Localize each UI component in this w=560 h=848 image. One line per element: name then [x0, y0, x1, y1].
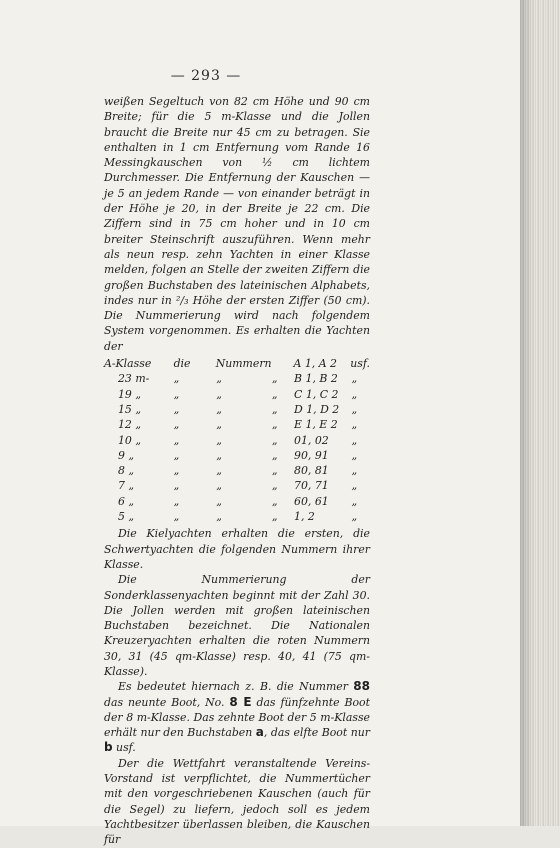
table-cell: „ [271, 464, 278, 478]
table-cell: 5 „ [118, 510, 135, 524]
table-cell: B 1, B 2 [294, 372, 338, 386]
table-cell: „ [271, 387, 278, 401]
table-cell: 7 „ [118, 479, 135, 493]
table-cell: „ [173, 418, 180, 432]
table-cell: „ [351, 448, 358, 462]
edge-shadow [520, 0, 534, 826]
table-row [104, 417, 370, 432]
table-row [104, 448, 370, 463]
table-cell: „ [271, 433, 278, 447]
table-cell: die [173, 357, 191, 371]
table-cell: „ [173, 402, 180, 416]
table-cell: C 1, C 2 [294, 387, 339, 401]
table-cell: „ [173, 464, 180, 478]
table-cell: „ [216, 479, 222, 493]
text-run: das fünfzehnte Boot der 8 m-Klasse. Das zehnte Boot der 5 m-Klasse erhält nur den Buchstaben [104, 695, 370, 740]
bold-number: 8 E [229, 694, 252, 709]
table-row [104, 387, 370, 402]
table-cell: „ [173, 510, 180, 524]
text-run: Es bedeutet hiernach z. B. die Nummer [118, 680, 354, 694]
text-run: , das elfte Boot nur [263, 726, 370, 740]
table-cell: 1, 2 [294, 510, 315, 524]
table-cell: 23 m- [118, 372, 150, 386]
bold-letter: b [104, 740, 113, 755]
table-cell: „ [351, 433, 358, 447]
table-cell: 9 „ [118, 448, 135, 462]
table-row [104, 478, 370, 493]
table-cell: „ [271, 402, 278, 416]
table-cell: „ [271, 479, 278, 493]
table-row [104, 494, 370, 509]
table-cell: „ [216, 402, 222, 416]
paragraph-special-classes: Die Nummerierung der Sonderklassenyachten beginnt mit der Zahl 30. Die Jollen werden mit großen lateinischen Buchstaben bezeichnet. Die Nationalen Kreuzeryachten erhalten die roten Nummern 30, 31 (45 qm-Klasse) resp. 40, 41 (75 qm-Klasse). [104, 573, 370, 678]
table-cell: „ [216, 510, 222, 524]
table-cell: 70, 71 [294, 479, 329, 493]
table-header-row [104, 356, 370, 371]
table-cell: 90, 91 [294, 448, 329, 462]
table-cell: 15 „ [118, 402, 141, 416]
paragraph-example [104, 679, 370, 755]
page-number: — 293 — [170, 68, 242, 84]
table-row [104, 402, 370, 417]
table-cell: 6 „ [118, 494, 135, 508]
table-cell: „ [351, 372, 358, 386]
table-cell: 60, 61 [294, 494, 329, 508]
table-cell: „ [271, 372, 278, 386]
table-cell: „ [271, 510, 278, 524]
bold-number: 88 [353, 679, 370, 694]
table-cell: „ [351, 494, 358, 508]
paragraph-keel-yachts: Die Kielyachten erhalten die ersten, die Schwertyachten die folgenden Nummern ihrer Klasse. [104, 527, 370, 571]
table-cell: „ [216, 464, 222, 478]
table-cell: „ [351, 510, 358, 524]
table-cell [272, 356, 294, 371]
table-cell: „ [351, 402, 358, 416]
text-run: das neunte Boot, No. [104, 695, 230, 709]
table-cell: „ [351, 464, 358, 478]
table-row [104, 509, 370, 524]
table-cell: „ [216, 372, 222, 386]
table-cell: 12 „ [118, 418, 141, 432]
table-row [104, 371, 370, 386]
table-cell: „ [216, 448, 222, 462]
table-cell: „ [173, 433, 180, 447]
table-cell: 80, 81 [294, 464, 329, 478]
table-cell: „ [351, 479, 358, 493]
table-cell: „ [271, 448, 278, 462]
table-cell: 19 „ [118, 387, 141, 401]
table-row [104, 433, 370, 448]
table-row [104, 463, 370, 478]
table-cell: „ [216, 433, 222, 447]
table-cell: „ [271, 494, 278, 508]
table-cell: 10 „ [118, 433, 141, 447]
table-cell: „ [173, 387, 180, 401]
table-cell: 8 „ [118, 464, 135, 478]
numbering-table [104, 356, 370, 524]
table-cell: „ [173, 479, 180, 493]
table-cell: „ [351, 418, 358, 432]
table-cell: A 1, A 2 [293, 357, 337, 371]
table-cell: „ [216, 494, 222, 508]
table-cell: 01, 02 [294, 433, 329, 447]
table-cell: „ [216, 418, 222, 432]
table-cell: usf. [350, 357, 370, 371]
table-cell: Nummern [215, 357, 272, 371]
paragraph-sail-cloth: weißen Segeltuch von 82 cm Höhe und 90 cm Breite; für die 5 m-Klasse und die Jollen braucht die Breite nur 45 cm zu betragen. Sie enthalten in 1 cm Entfernung vom Rande 16 Messingkauschen von ½ cm lichtem Durchmesser. Die Entfernung der Kauschen — je 5 an jedem Rande — von einander beträgt in der Höhe je 20, in der Breite je 22 cm. Die Ziffern sind in 75 cm hoher und in 10 cm breiter Steinschrift auszuführen. Wenn mehr als neun resp. zehn Yachten in einer Klasse melden, folgen an Stelle der zweiten Ziffern die großen Buchstaben des lateinischen Alphabets, indes nur in ²/₃ Höhe der ersten Ziffer (50 cm). Die Nummerierung wird nach folgendem System vorgenommen. Es erhalten die Yachten der [104, 95, 370, 353]
bold-letter: a [255, 725, 264, 740]
table-cell: „ [271, 418, 278, 432]
table-cell: „ [216, 387, 222, 401]
book-fore-edge [520, 0, 560, 826]
text-run: usf. [112, 741, 136, 755]
table-cell: „ [173, 494, 180, 508]
table-cell: E 1, E 2 [294, 418, 338, 432]
table-cell: „ [351, 387, 358, 401]
table-cell: „ [173, 372, 180, 386]
table-cell: „ [173, 448, 180, 462]
table-cell: D 1, D 2 [294, 402, 340, 416]
table-cell: A-Klasse [104, 357, 152, 371]
paragraph-club-duty: Der die Wettfahrt veranstaltende Vereins-Vorstand ist verpflichtet, die Nummertücher mit den vorgeschriebenen Kauschen (auch für die Segel) zu liefern, jedoch soll es jedem Yachtbesitzer überlassen bleiben, die Kauschen für [104, 756, 370, 847]
page-body [104, 94, 370, 848]
